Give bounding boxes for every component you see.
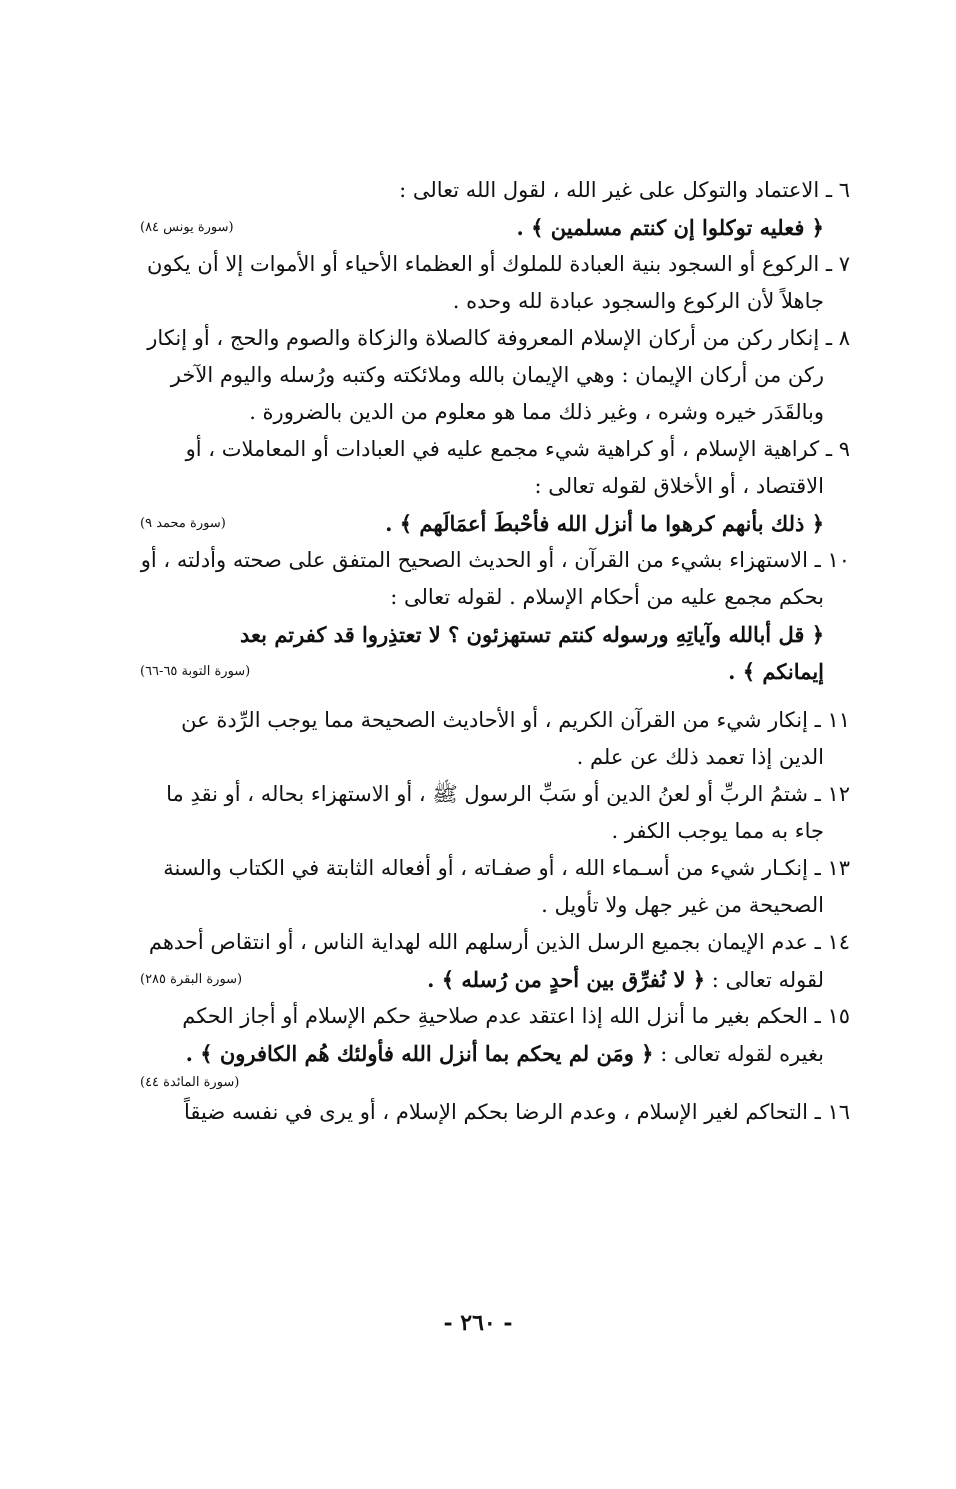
item-6-quote-text: ﴿ فعليه توكلوا إن كنتم مسلمين ﴾ . — [516, 215, 824, 240]
item-6-quote-ref: (سورة يونس ٨٤) — [140, 220, 234, 235]
item-7-line-2: جاهلاً لأن الركوع والسجود عبادة لله وحده . — [452, 289, 824, 313]
item-15-line-1: ١٥ ـ الحكم بغير ما أنزل الله إذا اعتقد عدم صلاحيةِ حكم الإسلام أو أجاز الحكم — [182, 1004, 850, 1028]
item-15-quote-ref: (سورة المائدة ٤٤) — [140, 1075, 240, 1090]
text-block — [128, 172, 850, 1131]
item-7-line-1: ٧ ـ الركوع أو السجود بنية العبادة للملوك أو العظماء الأحياء أو الأموات إلا أن يكون — [147, 252, 850, 276]
item-9-quote — [128, 505, 850, 542]
item-15-line-2 — [128, 1035, 850, 1072]
item-10-quote-line-2 — [128, 653, 850, 690]
item-9-line-1: ٩ ـ كراهية الإسلام ، أو كراهية شيء مجمع عليه في العبادات أو المعاملات ، أو — [185, 437, 850, 461]
item-10-line-2: بحكم مجمع عليه من أحكام الإسلام . لقوله تعالى : — [390, 585, 824, 609]
item-15-line-2-text: بغيره لقوله تعالى : — [660, 1042, 824, 1066]
item-14-quote-ref: (سورة البقرة ٢٨٥) — [140, 972, 243, 987]
item-15-quote: ﴿ ومَن لم يحكم بما أنزل الله فأولئك هُم الكافرون ﴾ . — [185, 1041, 654, 1066]
paragraph-gap — [128, 690, 850, 702]
item-8-line-2: ركن من أركان الإيمان : وهي الإيمان بالله وملائكته وكتبه ورُسله واليوم الآخر — [170, 363, 824, 387]
item-6-line-1: ٦ ـ الاعتماد والتوكل على غير الله ، لقول الله تعالى : — [399, 178, 850, 202]
item-14-line-2 — [128, 961, 850, 998]
item-9-line-2: الاقتصاد ، أو الأخلاق لقوله تعالى : — [534, 474, 824, 498]
item-6-quote — [128, 209, 850, 246]
item-13-line-2: الصحيحة من غير جهل ولا تأويل . — [541, 893, 824, 917]
item-10-quote-ref: (سورة التوبة ٦٥-٦٦) — [140, 664, 251, 679]
item-15-ref-line — [128, 1072, 850, 1094]
item-10-quote-line-2-text: إيمانكم ﴾ . — [728, 659, 824, 684]
item-11-line-2: الدين إذا تعمد ذلك عن علم . — [576, 745, 824, 769]
item-16-line-1: ١٦ ـ التحاكم لغير الإسلام ، وعدم الرضا بحكم الإسلام ، أو يرى في نفسه ضيقاً — [184, 1100, 850, 1124]
item-12-line-2: جاء به مما يوجب الكفر . — [611, 819, 824, 843]
item-10-line-1: ١٠ ـ الاستهزاء بشيء من القرآن ، أو الحديث الصحيح المتفق على صحته وأدلته ، أو — [140, 548, 850, 572]
item-12-line-1: ١٢ ـ شتمُ الربِّ أو لعنُ الدين أو سَبِّ الرسول ﷺ ، أو الاستهزاء بحاله ، أو نقدِ ما — [166, 782, 850, 806]
item-14-line-1: ١٤ ـ عدم الإيمان بجميع الرسل الذين أرسلهم الله لهداية الناس ، أو انتقاص أحدهم — [148, 930, 850, 954]
item-14-quote: ﴿ لا نُفرِّق بين أحدٍ من رُسله ﴾ . — [427, 967, 706, 992]
item-11-line-1: ١١ ـ إنكار شيء من القرآن الكريم ، أو الأحاديث الصحيحة مما يوجب الرِّدة عن — [181, 708, 850, 732]
item-9-quote-text: ﴿ ذلك بأنهم كرهوا ما أنزل الله فأحْبطَ أعمَالَهم ﴾ . — [385, 511, 824, 536]
item-10-quote-line-1: ﴿ قل أبالله وآياتِهِ ورسوله كنتم تستهزئون ؟ لا تعتذِروا قد كفرتم بعد — [240, 622, 824, 647]
item-14-line-2-text: لقوله تعالى : — [711, 968, 824, 992]
item-8-line-1: ٨ ـ إنكار ركن من أركان الإسلام المعروفة كالصلاة والزكاة والصوم والحج ، أو إنكار — [147, 326, 850, 350]
item-9-quote-ref: (سورة محمد ٩) — [140, 516, 226, 531]
item-13-line-1: ١٣ ـ إنكـار شيء من أسـماء الله ، أو صفـاته ، أو أفعاله الثابتة في الكتاب والسنة — [163, 856, 850, 880]
page-number: - ٢٦٠ - — [443, 1310, 513, 1336]
item-8-line-3: وبالقَدَر خيره وشره ، وغير ذلك مما هو معلوم من الدين بالضرورة . — [249, 400, 824, 424]
